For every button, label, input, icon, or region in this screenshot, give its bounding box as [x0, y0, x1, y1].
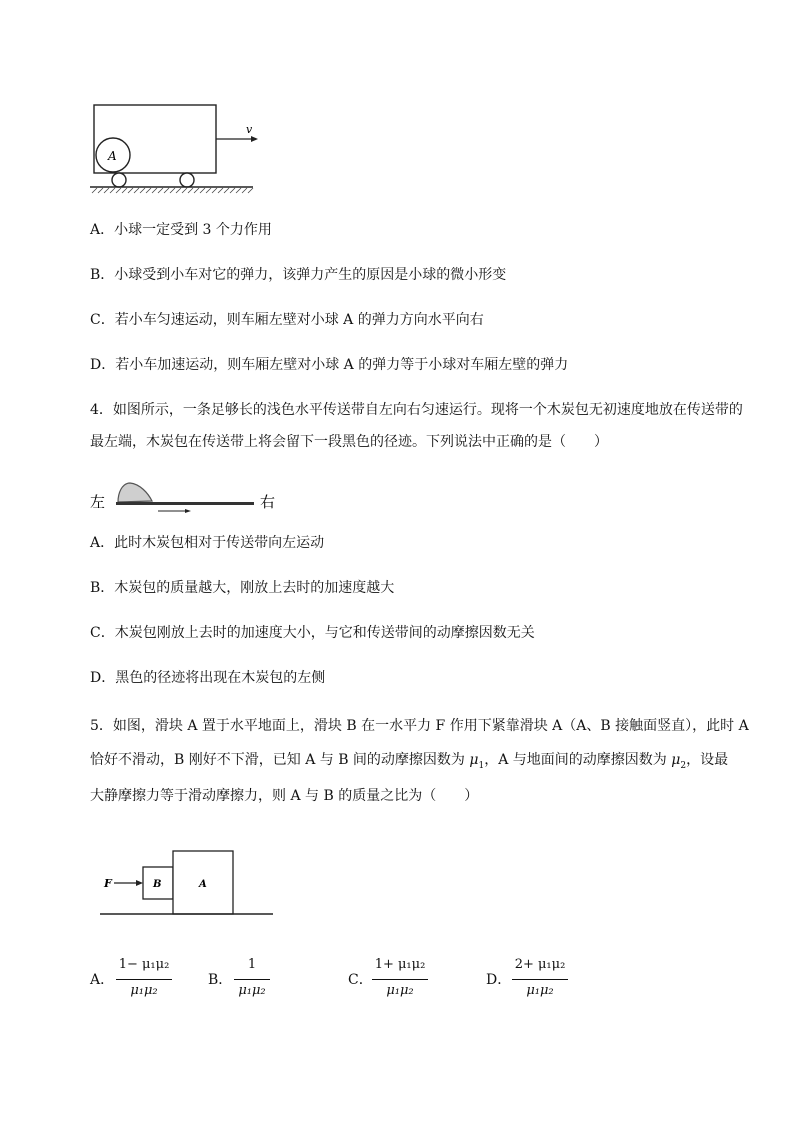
- q5-choice-a-numerator: 1− μ₁μ₂: [118, 957, 170, 972]
- blocks-figure: [98, 845, 278, 920]
- fraction-bar: [372, 979, 428, 980]
- wheel-left: [112, 173, 126, 187]
- fraction-bar: [234, 979, 270, 980]
- q5-choice-b-label: B．: [208, 972, 233, 988]
- q3-option-d: D．若小车加速运动，则车厢左壁对小球 A 的弹力等于小球对车厢左壁的弹力: [90, 357, 569, 373]
- force-label: F: [104, 877, 112, 890]
- force-arrowhead: [136, 880, 143, 886]
- fraction-bar: [116, 979, 172, 980]
- mu1-subscript: 1: [478, 760, 485, 771]
- q3-option-a: A．小球一定受到 3 个力作用: [90, 222, 272, 238]
- q3-option-c: C．若小车匀速运动，则车厢左壁对小球 A 的弹力方向水平向右: [90, 312, 484, 328]
- q5-choice-b-fraction: [234, 957, 270, 1003]
- belt-arrowhead: [185, 509, 191, 513]
- conveyor-figure: [88, 475, 288, 515]
- q5-stem-line2-b: ，A 与地面间的动摩擦因数为: [484, 752, 672, 768]
- q5-choice-a-fraction: [116, 957, 172, 1003]
- q5-choice-c-label: C．: [348, 972, 373, 988]
- mu2-symbol: μ: [671, 752, 681, 768]
- q5-stem-line1: 5．如图，滑块 A 置于水平地面上，滑块 B 在一水平力 F 作用下紧靠滑块 A（A、B 接触面竖直），此时 A: [90, 718, 749, 734]
- q5-choice-c-denominator: μ₁μ₂: [386, 983, 414, 998]
- q5-choice-b-numerator: 1: [247, 957, 257, 972]
- q4-stem-line1: 4．如图所示，一条足够长的浅色水平传送带自左向右匀速运行。现将一个木炭包无初速度地放在传送带的: [90, 402, 743, 418]
- q5-choice-d-fraction: [512, 957, 568, 1003]
- velocity-label: v: [246, 123, 253, 136]
- velocity-arrowhead: [251, 136, 258, 142]
- q5-stem-line2-a: 恰好不滑动，B 刚好不下滑，已知 A 与 B 间的动摩擦因数为: [90, 752, 470, 768]
- charcoal-bag: [118, 483, 152, 502]
- block-b-label: B: [153, 879, 162, 890]
- q5-choice-c-numerator: 1+ μ₁μ₂: [374, 957, 426, 972]
- wheel-right: [180, 173, 194, 187]
- q5-choice-c-fraction: [372, 957, 428, 1003]
- q5-choice-d-denominator: μ₁μ₂: [526, 983, 554, 998]
- q5-stem-line3: 大静摩擦力等于滑动摩擦力，则 A 与 B 的质量之比为（ ）: [90, 788, 479, 804]
- q4-option-a: A．此时木炭包相对于传送带向左运动: [90, 535, 325, 551]
- left-label: 左: [90, 493, 106, 511]
- q4-option-b: B．木炭包的质量越大，刚放上去时的加速度越大: [90, 580, 395, 596]
- q5-choice-b-denominator: μ₁μ₂: [238, 983, 266, 998]
- block-a-label: A: [199, 879, 207, 890]
- q5-choice-d-label: D．: [486, 972, 512, 988]
- q5-stem-line2-c: ，设最: [686, 752, 729, 768]
- mu2-subscript: 2: [680, 760, 687, 771]
- ground-hatch: [92, 188, 253, 193]
- fraction-bar: [512, 979, 568, 980]
- belt: [116, 502, 254, 505]
- q5-stem-line2: [90, 750, 728, 776]
- right-label: 右: [260, 493, 276, 511]
- q4-option-d: D．黑色的径迹将出现在木炭包的左侧: [90, 670, 326, 686]
- q4-stem-line2: 最左端，木炭包在传送带上将会留下一段黑色的径迹。下列说法中正确的是（ ）: [90, 434, 608, 450]
- q4-option-c: C．木炭包刚放上去时的加速度大小，与它和传送带间的动摩擦因数无关: [90, 625, 535, 641]
- mu1-symbol: μ: [469, 752, 479, 768]
- q3-option-b: B．小球受到小车对它的弹力，该弹力产生的原因是小球的微小形变: [90, 267, 507, 283]
- q5-choice-d-numerator: 2+ μ₁μ₂: [514, 957, 566, 972]
- q5-choice-a-label: A．: [90, 972, 115, 988]
- cart-figure: [88, 98, 268, 198]
- q5-choice-a-denominator: μ₁μ₂: [130, 983, 158, 998]
- ball-label: A: [108, 149, 117, 163]
